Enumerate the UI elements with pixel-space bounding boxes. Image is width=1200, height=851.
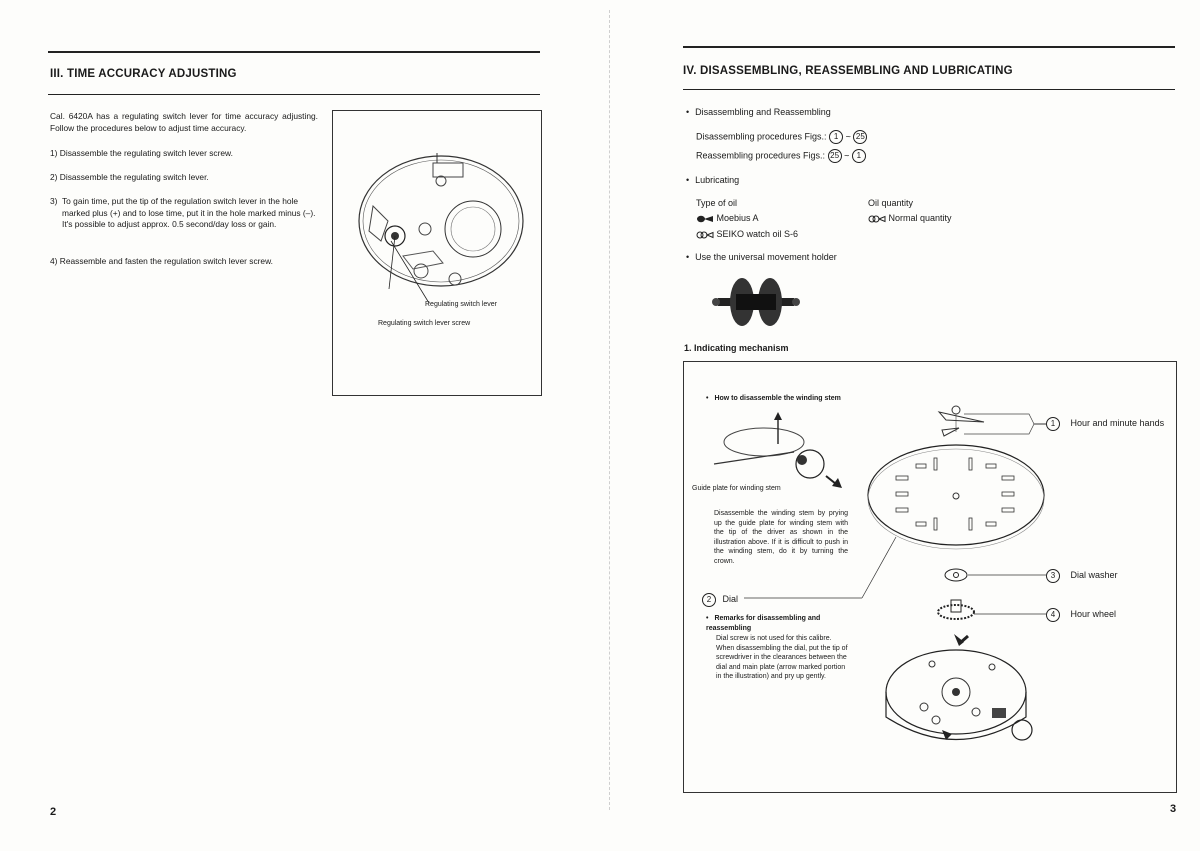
regulating-figure-box: [332, 110, 542, 396]
step-text: Disassemble the regulating switch lever screw.: [59, 148, 233, 158]
left-step-3: [50, 196, 318, 231]
part-number: 3: [1046, 569, 1060, 583]
holder-note: • Use the universal movement holder: [686, 251, 837, 263]
fig-start-number: 25: [828, 149, 842, 163]
page-fold: [609, 10, 610, 810]
part-callout-hands: [1046, 417, 1164, 431]
right-heading-rule: [683, 89, 1175, 90]
winding-stem-text: Disassemble the winding stem by prying up the guide plate for winding stem with the tip of the driver as shown in the illustration above. If it is difficult to push in the winding stem, do it by turning the crown.: [714, 510, 848, 565]
left-heading: III. TIME ACCURACY ADJUSTING: [50, 68, 237, 80]
step-num: 2): [50, 172, 58, 182]
reassembling-label: Reassembling procedures Figs.:: [696, 150, 826, 161]
lever-label: Regulating switch lever: [425, 301, 497, 308]
right-page-number: 3: [1170, 803, 1177, 815]
oil-type-label: Moebius A: [716, 213, 759, 223]
lubricating-heading: • Lubricating: [686, 174, 739, 186]
indicating-mechanism-box: [683, 361, 1177, 793]
tilde: ~: [844, 150, 850, 161]
guide-plate-label: Guide plate for winding stem: [692, 485, 781, 492]
left-step-2: [50, 172, 318, 184]
step-note: It's possible to adjust approx. 0.5 second/day loss or gain.: [62, 219, 277, 229]
left-step-1: [50, 148, 318, 160]
oil-quantity-label: Normal quantity: [888, 213, 952, 223]
oil-drop-filled-icon: [696, 215, 714, 223]
remarks-title: • Remarks for disassembling and reassembling: [706, 614, 846, 633]
oil-type-1: [696, 212, 759, 224]
part-label: Hour wheel: [1070, 609, 1117, 620]
step-num: 4): [50, 256, 58, 266]
disassembling-procedure: [696, 130, 867, 144]
part-callout-dial-washer: [1046, 569, 1118, 583]
step-text: Disassemble the regulating switch lever.: [59, 172, 209, 182]
oil-drop-outline-icon: [868, 215, 886, 223]
step-text: Reassemble and fasten the regulation switch lever screw.: [59, 256, 273, 266]
step-text: To gain time, put the tip of the regulation switch lever in the hole marked plus (+) and to lose time, put it in the hole marked minus (–).: [62, 196, 316, 218]
winding-stem-title: • How to disassemble the winding stem: [706, 394, 841, 404]
part-label: Dial washer: [1070, 570, 1118, 581]
oil-type-2: [696, 228, 798, 240]
left-top-rule: [48, 51, 540, 53]
indicating-mechanism-title: 1. Indicating mechanism: [684, 343, 789, 353]
part-label: Hour and minute hands: [1070, 418, 1165, 429]
fig-end-number: 25: [853, 130, 867, 144]
oil-drop-outline-icon: [696, 231, 714, 239]
left-step-4: [50, 256, 318, 268]
oil-quantity-1: [868, 212, 952, 224]
right-top-rule: [683, 46, 1175, 48]
movement-illustration: [333, 111, 541, 311]
left-intro: Cal. 6420A has a regulating switch lever for time accuracy adjusting. Follow the procedures below to adjust time accuracy.: [50, 111, 318, 133]
part-number: 1: [1046, 417, 1060, 431]
step-num: 3): [50, 196, 58, 206]
left-page-number: 2: [50, 806, 57, 818]
fig-end-number: 1: [852, 149, 866, 163]
part-number: 4: [1046, 608, 1060, 622]
oil-quantity-header: Oil quantity: [868, 198, 914, 208]
type-of-oil-header: Type of oil: [696, 198, 738, 208]
dial-number: 2: [702, 593, 716, 607]
dial-label: Dial: [722, 594, 739, 605]
disassembly-heading: • Disassembling and Reassembling: [686, 106, 831, 118]
reassembling-procedure: [696, 149, 866, 163]
remarks-text: Dial screw is not used for this calibre. When disassembling the dial, put the tip of screwdriver in the clearances between the dial and main plate (arrow marked portion in the illustration) and pry up gently.: [716, 635, 848, 680]
left-heading-rule: [48, 94, 540, 95]
movement-holder-illustration: [712, 272, 800, 332]
step-num: 1): [50, 148, 58, 158]
right-heading: IV. DISASSEMBLING, REASSEMBLING AND LUBRICATING: [683, 65, 1013, 77]
screw-label: Regulating switch lever screw: [378, 320, 471, 327]
oil-type-label: SEIKO watch oil S-6: [716, 229, 799, 239]
disassembling-label: Disassembling procedures Figs.:: [696, 131, 827, 142]
fig-start-number: 1: [829, 130, 843, 144]
tilde: ~: [845, 131, 851, 142]
part-callout-hour-wheel: [1046, 608, 1116, 622]
